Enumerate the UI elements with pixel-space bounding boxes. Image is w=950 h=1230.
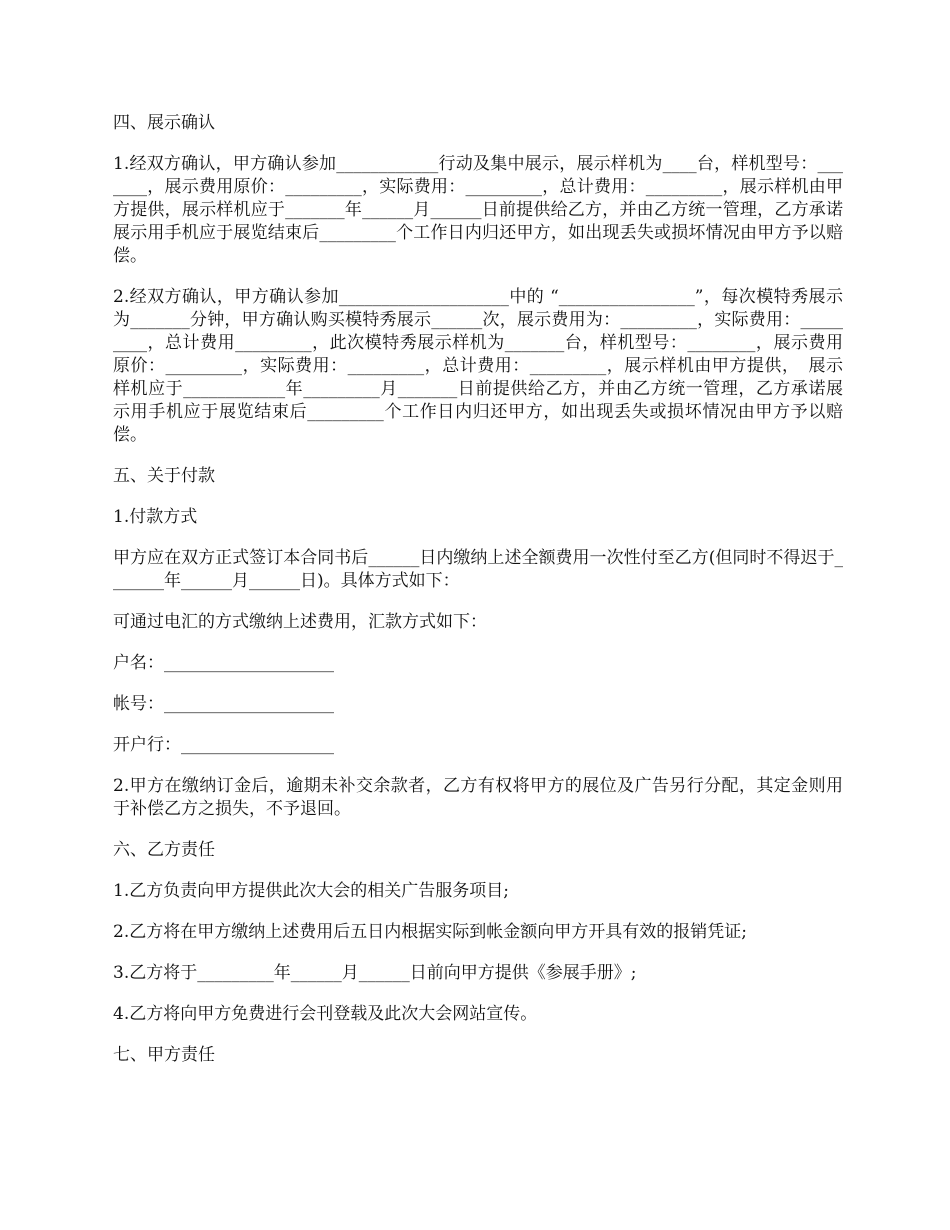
paragraph-display-item-2: 2.经双方确认，甲方确认参加____________________中的 “________________”，每次模特秀展示为_______分钟，甲方确认购买模特秀展示______次，展示费用为：_________，实际费用：_________，总计费用_________，此次模特秀展示样机为_______台，样机型号：________，展示费用原价：_________，实际费用：_________，总计费用：_________，展示样机由甲方提供， 展示样机应于____________年_________月_______日前提供给乙方，并由乙方统一管理，乙方承诺展示用手机应于展览结束后_________个工作日内归还甲方，如出现丢失或损坏情况由甲方予以赔偿。 <box>113 287 843 445</box>
field-account-number: 帐号：____________________ <box>113 694 334 714</box>
party-b-duty-4: 4.乙方将向甲方免费进行会刊登载及此次大会网站宣传。 <box>113 1004 538 1024</box>
section-heading-party-a-duties: 七、甲方责任 <box>113 1045 215 1065</box>
section-heading-display-confirmation: 四、展示确认 <box>113 113 215 133</box>
subheading-payment-method: 1.付款方式 <box>113 507 198 527</box>
party-b-duty-1: 1.乙方负责向甲方提供此次大会的相关广告服务项目; <box>113 881 509 901</box>
party-b-duty-2: 2.乙方将在甲方缴纳上述费用后五日内根据实际到帐金额向甲方开具有效的报销凭证; <box>113 922 747 942</box>
paragraph-display-item-1: 1.经双方确认，甲方确认参加____________行动及集中展示，展示样机为____台，样机型号：_______，展示费用原价：_________，实际费用：_________，总计费用：_________，展示样机由甲方提供，展示样机应于_______年______月______日前提供给乙方，并由乙方统一管理，乙方承诺展示用手机应于展览结束后_________个工作日内归还甲方，如出现丢失或损坏情况由甲方予以赔偿。 <box>113 154 843 266</box>
paragraph-wire-transfer: 可通过电汇的方式缴纳上述费用，汇款方式如下： <box>113 612 487 632</box>
document-page <box>113 112 843 1085</box>
paragraph-deposit-forfeit: 2.甲方在缴纳订金后，逾期未补交余款者，乙方有权将甲方的展位及广告另行分配，其定金则用于补偿乙方之损失，不予退回。 <box>113 776 843 819</box>
field-bank: 开户行：__________________ <box>113 735 334 755</box>
section-heading-party-b-duties: 六、乙方责任 <box>113 840 215 860</box>
field-account-name: 户名：____________________ <box>113 653 334 673</box>
party-b-duty-3: 3.乙方将于_________年______月______日前向甲方提供《参展手册》; <box>113 963 637 983</box>
paragraph-payment-terms: 甲方应在双方正式签订本合同书后______日内缴纳上述全额费用一次性付至乙方(但同时不得迟于_______年______月______日)。具体方式如下： <box>113 548 843 591</box>
section-heading-payment: 五、关于付款 <box>113 466 215 486</box>
